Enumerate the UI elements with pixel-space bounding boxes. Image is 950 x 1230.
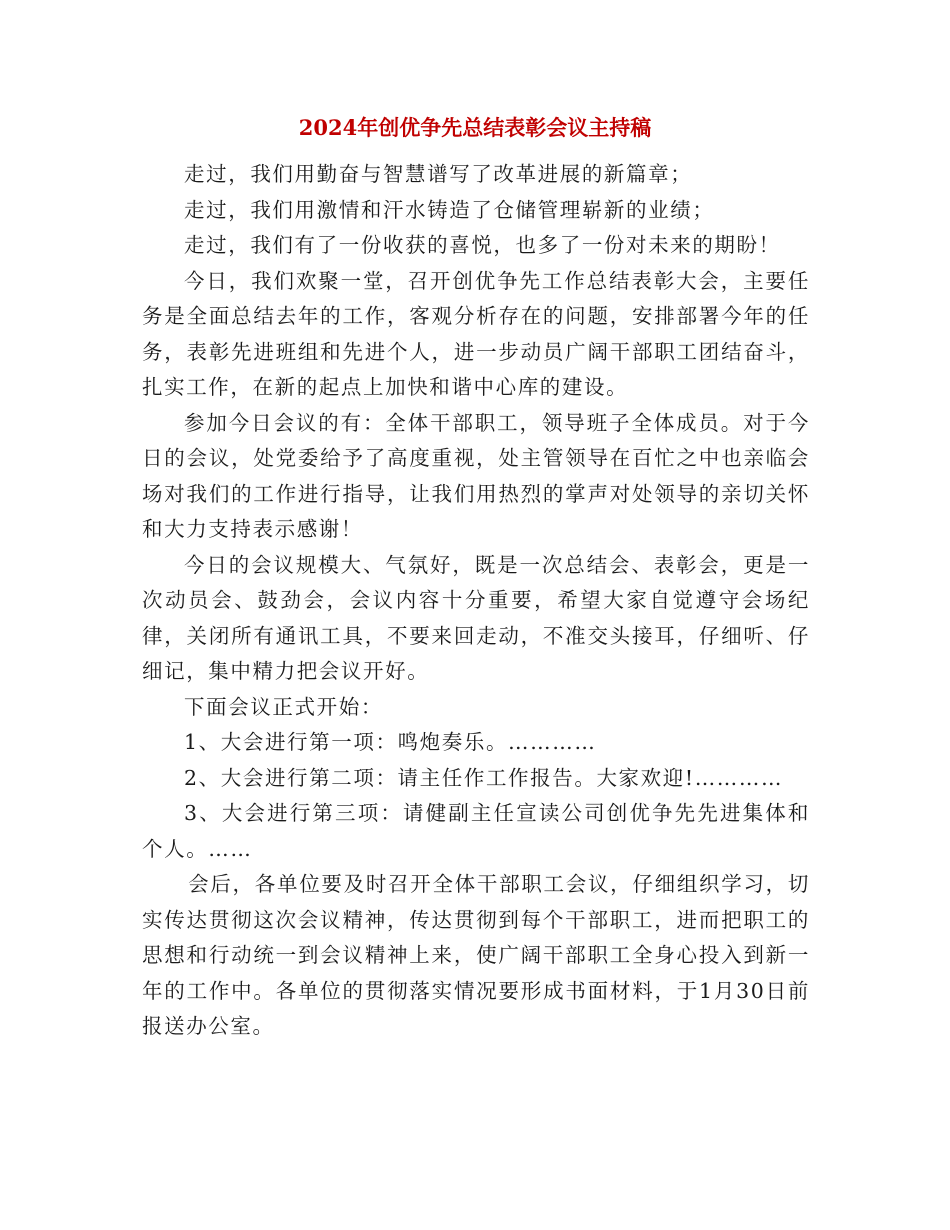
document-title: 2024年创优争先总结表彰会议主持稿 — [298, 115, 652, 140]
paragraph-11: 会后，各单位要及时召开全体干部职工会议，仔细组织学习，切实传达贯彻这次会议精神，传达贯彻到每个干部职工，进而把职工的思想和行动统一到会议精神上来，使广阔干部职工全身心投入到新一年的工作中。各单位的贯彻落实情况要形成书面材料，于1月30日前报送办公室。 — [142, 872, 810, 1038]
paragraph-10-agenda-item-3: 3、大会进行第三项：请健副主任宣读公司创优争先先进集体和个人。…… — [142, 801, 810, 861]
document-body — [142, 157, 810, 1045]
paragraph-1: 走过，我们用勤奋与智慧谱写了改革进展的新篇章； — [184, 162, 693, 186]
paragraph-8-agenda-item-1: 1、大会进行第一项：鸣炮奏乐。………… — [184, 730, 597, 754]
paragraph-2: 走过，我们用激情和汗水铸造了仓储管理崭新的业绩； — [184, 197, 715, 222]
paragraph-4: 今日，我们欢聚一堂，召开创优争先工作总结表彰大会，主要任务是全面总结去年的工作，客观分析存在的问题，安排部署今年的任务，表彰先进班组和先进个人，进一步动员广阔干部职工团结奋斗，扎实工作，在新的起点上加快和谐中心库的建设。 — [142, 268, 810, 399]
paragraph-7: 下面会议正式开始： — [184, 694, 383, 719]
paragraph-5: 参加今日会议的有：全体干部职工，领导班子全体成员。对于今日的会议，处党委给予了高度重视，处主管领导在百忙之中也亲临会场对我们的工作进行指导，让我们用热烈的掌声对处领导的亲切关怀和大力支持表示感谢！ — [142, 410, 810, 541]
paragraph-3: 走过，我们有了一份收获的喜悦，也多了一份对未来的期盼！ — [184, 233, 781, 257]
paragraph-6: 今日的会议规模大、气氛好，既是一次总结会、表彰会，更是一次动员会、鼓劲会，会议内容十分重要，希望大家自觉遵守会场纪律，关闭所有通讯工具，不要来回走动，不准交头接耳，仔细听、仔细记，集中精力把会议开好。 — [142, 552, 810, 683]
paragraph-9-agenda-item-2: 2、大会进行第二项：请主任作工作报告。大家欢迎!………… — [184, 765, 784, 790]
